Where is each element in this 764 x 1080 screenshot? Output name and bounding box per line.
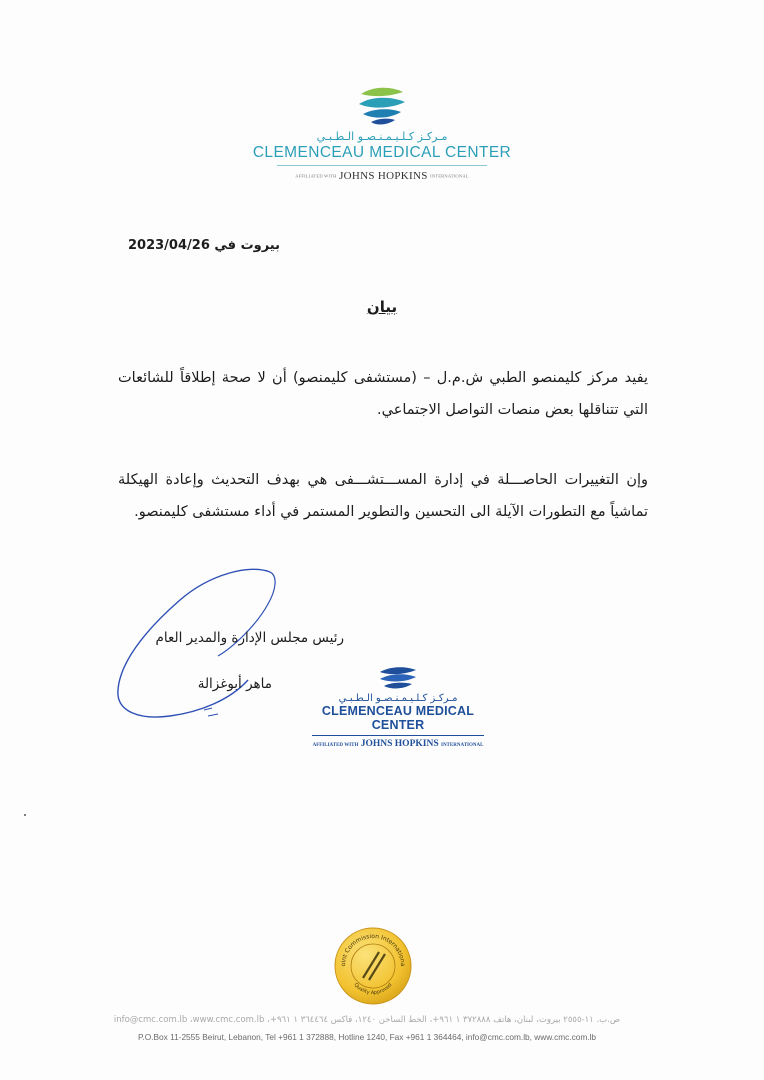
cmc-leaf-logo-icon bbox=[357, 84, 407, 128]
footer-english-contact: P.O.Box 11-2555 Beirut, Lebanon, Tel +961 1 372888, Hotline 1240, Fax +961 1 364464, info@cmc.com.lb, www.cmc.com.lb bbox=[137, 1032, 597, 1042]
jci-accreditation-seal-icon bbox=[333, 926, 413, 1006]
signer-name: ماهر أبوغزالة bbox=[197, 676, 272, 692]
stamp-arabic-name: مـركـز كـلـيـمـنـصـو الـطـبـي bbox=[338, 693, 458, 704]
logo-affil-prefix: AFFILIATED WITH bbox=[295, 173, 337, 179]
letter-paragraph-2: وإن التغييرات الحاصـــلة في إدارة المســـتشـــفى هي بهدف التحديث وإعادة الهيكلة تماشياً مع التطورات الآيلة الى التحسين والتطوير المستمر في أداء مستشفى كليمنصو. bbox=[118, 472, 648, 520]
logo-arabic-name: مـركـز كـلـيـمـنـصـو الـطـبـي bbox=[316, 130, 448, 143]
scan-speck bbox=[24, 814, 26, 816]
logo-affiliation bbox=[232, 169, 532, 184]
letter-paragraph-1: يفيد مركز كليمنصو الطبي ش.م.ل – (مستشفى كليمنصو) أن لا صحة إطلاقاً للشائعات التي تتناقلها بعض منصات التواصل الاجتماعي. bbox=[118, 370, 648, 418]
footer-arabic-contact: ص.ب. ١١-٢٥٥٥ بيروت، لبنان، هاتف ٣٧٢٨٨٨ ١ ٩٦١+، الخط الساخن ١٢٤٠، فاكس ٣٦٤٤٦٤ ١ ٩٦١+، info@cmc.com.lb ،www.cmc.com.lb bbox=[113, 1015, 621, 1025]
signer-title: رئيس مجلس الإدارة والمدير العام bbox=[155, 630, 344, 646]
logo-affil-suffix: INTERNATIONAL bbox=[430, 173, 469, 179]
stamp-affiliation bbox=[300, 739, 496, 749]
seal-text-top: oint Commission Internationa bbox=[339, 932, 407, 967]
stamp-leaf-logo-icon bbox=[378, 664, 418, 692]
logo-english-name: CLEMENCEAU MEDICAL CENTER bbox=[252, 144, 512, 161]
logo-divider bbox=[277, 165, 487, 166]
seal-text-bottom: Quality Approved bbox=[352, 982, 394, 997]
stamp-affil-suffix: INTERNATIONAL bbox=[441, 743, 484, 748]
header-logo bbox=[232, 84, 532, 184]
letter-date: بيروت في 2023/04/26 bbox=[128, 238, 280, 253]
logo-affil-name: JOHNS HOPKINS bbox=[339, 170, 428, 182]
letter-heading: بيان bbox=[366, 298, 398, 316]
stamp-affil-prefix: AFFILIATED WITH bbox=[312, 743, 359, 748]
stamp-logo bbox=[300, 664, 496, 749]
stamp-affil-name: JOHNS HOPKINS bbox=[360, 739, 439, 749]
stamp-divider bbox=[312, 735, 484, 736]
stamp-english-name: CLEMENCEAU MEDICAL CENTER bbox=[321, 704, 475, 732]
